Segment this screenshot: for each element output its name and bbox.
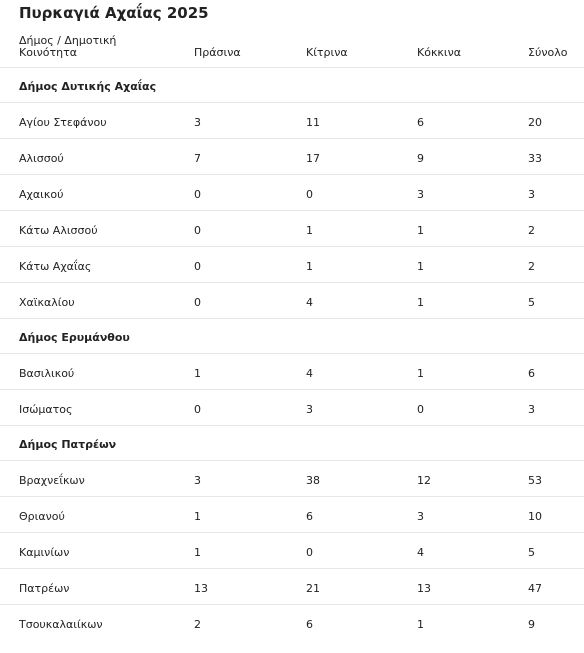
cell-total: 5 bbox=[528, 546, 535, 559]
cell-yellow: 1 bbox=[306, 260, 313, 273]
cell-community: Πατρέων bbox=[19, 582, 70, 595]
cell-green: 13 bbox=[194, 582, 208, 595]
table-row bbox=[0, 175, 584, 211]
cell-red: 9 bbox=[417, 152, 424, 165]
group-row bbox=[0, 426, 584, 461]
table-row bbox=[0, 211, 584, 247]
cell-green: 2 bbox=[194, 618, 201, 631]
cell-total: 5 bbox=[528, 296, 535, 309]
cell-red: 13 bbox=[417, 582, 431, 595]
cell-red: 3 bbox=[417, 188, 424, 201]
cell-green: 0 bbox=[194, 188, 201, 201]
table-row bbox=[0, 390, 584, 426]
cell-community: Βασιλικού bbox=[19, 367, 75, 380]
cell-community: Ισώματος bbox=[19, 403, 73, 416]
cell-community: Κάτω Αλισσού bbox=[19, 224, 98, 237]
group-name: Δήμος Πατρέων bbox=[19, 438, 117, 451]
cell-green: 1 bbox=[194, 510, 201, 523]
cell-community: Θριανού bbox=[19, 510, 65, 523]
cell-total: 33 bbox=[528, 152, 542, 165]
cell-community: Αλισσού bbox=[19, 152, 64, 165]
cell-green: 1 bbox=[194, 367, 201, 380]
table-row bbox=[0, 283, 584, 319]
cell-total: 53 bbox=[528, 474, 542, 487]
cell-community: Καμινίων bbox=[19, 546, 70, 559]
cell-yellow: 4 bbox=[306, 296, 313, 309]
cell-red: 1 bbox=[417, 260, 424, 273]
cell-red: 6 bbox=[417, 116, 424, 129]
cell-yellow: 3 bbox=[306, 403, 313, 416]
cell-green: 0 bbox=[194, 260, 201, 273]
table-row bbox=[0, 103, 584, 139]
column-header-municipality[interactable]: Δήμος / Δημοτική Κοινότητα bbox=[19, 34, 117, 59]
table-row bbox=[0, 354, 584, 390]
table-row bbox=[0, 605, 584, 641]
cell-green: 1 bbox=[194, 546, 201, 559]
cell-total: 6 bbox=[528, 367, 535, 380]
cell-red: 1 bbox=[417, 296, 424, 309]
table-row bbox=[0, 139, 584, 175]
cell-community: Αγίου Στεφάνου bbox=[19, 116, 107, 129]
cell-red: 1 bbox=[417, 367, 424, 380]
cell-red: 1 bbox=[417, 224, 424, 237]
cell-green: 3 bbox=[194, 474, 201, 487]
cell-green: 7 bbox=[194, 152, 201, 165]
cell-yellow: 0 bbox=[306, 188, 313, 201]
cell-green: 0 bbox=[194, 224, 201, 237]
cell-red: 4 bbox=[417, 546, 424, 559]
cell-community: Βραχνεΐκων bbox=[19, 474, 85, 487]
table-row bbox=[0, 533, 584, 569]
column-header-yellow[interactable]: Κίτρινα bbox=[306, 46, 348, 59]
cell-green: 0 bbox=[194, 403, 201, 416]
cell-red: 12 bbox=[417, 474, 431, 487]
group-row bbox=[0, 68, 584, 103]
cell-yellow: 0 bbox=[306, 546, 313, 559]
table-row bbox=[0, 247, 584, 283]
cell-community: Κάτω Αχαΐας bbox=[19, 260, 92, 273]
group-name: Δήμος Ερυμάνθου bbox=[19, 331, 130, 344]
cell-red: 3 bbox=[417, 510, 424, 523]
cell-total: 47 bbox=[528, 582, 542, 595]
data-table bbox=[0, 33, 584, 641]
column-header-total[interactable]: Σύνολο bbox=[528, 46, 568, 59]
cell-red: 1 bbox=[417, 618, 424, 631]
cell-yellow: 6 bbox=[306, 618, 313, 631]
cell-yellow: 21 bbox=[306, 582, 320, 595]
cell-total: 3 bbox=[528, 188, 535, 201]
page-title: Πυρκαγιά Αχαΐας 2025 bbox=[19, 4, 209, 22]
cell-green: 0 bbox=[194, 296, 201, 309]
cell-total: 3 bbox=[528, 403, 535, 416]
cell-community: Χαϊκαλίου bbox=[19, 296, 75, 309]
cell-total: 20 bbox=[528, 116, 542, 129]
cell-green: 3 bbox=[194, 116, 201, 129]
table-row bbox=[0, 569, 584, 605]
cell-community: Τσουκαλαιίκων bbox=[19, 618, 103, 631]
cell-total: 9 bbox=[528, 618, 535, 631]
column-header-green[interactable]: Πράσινα bbox=[194, 46, 241, 59]
cell-yellow: 4 bbox=[306, 367, 313, 380]
group-name: Δήμος Δυτικής Αχαΐας bbox=[19, 80, 157, 93]
cell-total: 2 bbox=[528, 260, 535, 273]
cell-community: Αχαικού bbox=[19, 188, 64, 201]
cell-yellow: 11 bbox=[306, 116, 320, 129]
cell-yellow: 6 bbox=[306, 510, 313, 523]
cell-yellow: 17 bbox=[306, 152, 320, 165]
cell-red: 0 bbox=[417, 403, 424, 416]
group-row bbox=[0, 319, 584, 354]
cell-total: 2 bbox=[528, 224, 535, 237]
table-row bbox=[0, 461, 584, 497]
table-header bbox=[0, 33, 584, 68]
cell-yellow: 38 bbox=[306, 474, 320, 487]
cell-total: 10 bbox=[528, 510, 542, 523]
cell-yellow: 1 bbox=[306, 224, 313, 237]
table-row bbox=[0, 497, 584, 533]
column-header-red[interactable]: Κόκκινα bbox=[417, 46, 462, 59]
